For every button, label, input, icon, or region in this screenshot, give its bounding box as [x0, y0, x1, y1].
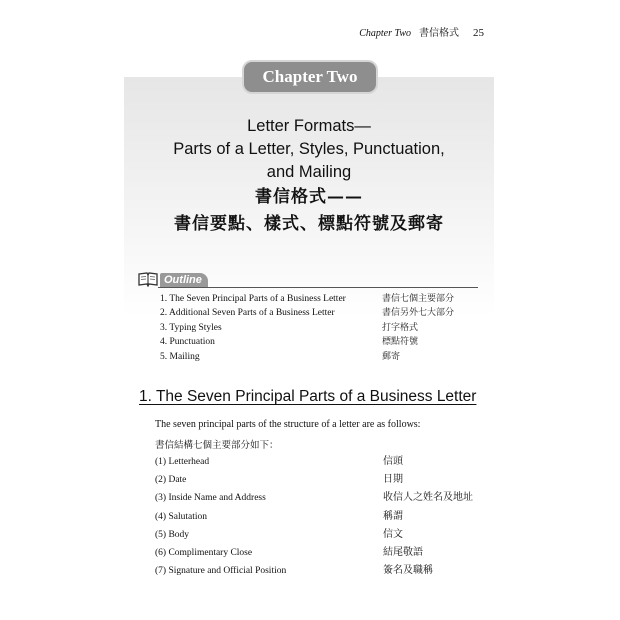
letter-part-en: (4) Salutation: [155, 511, 207, 522]
letter-part-en: (5) Body: [155, 529, 190, 540]
section-intro-en: The seven principal parts of the structure of a letter are as follows:: [155, 419, 421, 430]
title-en-line: Letter Formats—: [247, 117, 371, 135]
outline-list: [160, 292, 480, 364]
outline-item: [160, 321, 480, 335]
letter-part-en: (3) Inside Name and Address: [155, 493, 266, 504]
outline-header: [138, 272, 208, 287]
letter-part-row: [155, 526, 485, 544]
outline-item-zh: 標點符號: [382, 337, 419, 348]
letter-part-en: (6) Complimentary Close: [155, 547, 253, 558]
title-zh-line: 書信要點、樣式、標點符號及郵寄: [174, 214, 444, 234]
letter-parts-list: [155, 453, 485, 580]
letter-part-en: (2) Date: [155, 475, 187, 486]
running-head-chapter-zh: 書信格式: [419, 28, 459, 39]
outline-item-zh: 郵寄: [382, 351, 401, 362]
letter-part-en: (7) Signature and Official Position: [155, 566, 287, 577]
outline-item: [160, 306, 480, 320]
chapter-title-zh: [124, 184, 494, 238]
letter-part-row: [155, 544, 485, 562]
title-zh-line: 書信格式——: [255, 187, 363, 207]
letter-part-en: (1) Letterhead: [155, 457, 210, 467]
letter-part-zh: 結尾敬語: [383, 546, 423, 558]
outline-item-zh: 書信另外七大部分: [382, 308, 455, 319]
letter-part-zh: 日期: [383, 474, 403, 486]
letter-part-row: [155, 453, 485, 471]
outline-item-zh: 打字格式: [382, 322, 419, 333]
outline-item-en: 1. The Seven Principal Parts of a Business Letter: [160, 294, 346, 304]
outline-item-en: 5. Mailing: [160, 351, 200, 362]
letter-part-row: [155, 562, 485, 580]
section-intro-zh: 書信結構七個主要部分如下：: [155, 440, 279, 451]
outline-item: [160, 335, 480, 349]
outline-label: Outline: [160, 273, 208, 287]
title-en-line: and Mailing: [266, 163, 352, 181]
chapter-label: Chapter Two: [244, 62, 376, 92]
outline-item-en: 3. Typing Styles: [160, 322, 222, 333]
letter-part-row: [155, 471, 485, 489]
letter-part-zh: 信頭: [383, 456, 403, 467]
running-head: [359, 24, 484, 39]
open-book-icon: [138, 272, 158, 287]
letter-part-zh: 信文: [383, 528, 403, 540]
letter-part-zh: 稱謂: [383, 510, 403, 522]
outline-divider: [158, 287, 478, 288]
running-head-chapter: Chapter Two: [359, 28, 411, 39]
outline-item-en: 4. Punctuation: [160, 337, 215, 348]
letter-part-row: [155, 489, 485, 507]
outline-item: [160, 292, 480, 306]
chapter-title-en: [124, 115, 494, 184]
outline-item: [160, 350, 480, 364]
outline-item-zh: 書信七個主要部分: [382, 294, 455, 304]
letter-part-zh: 收信人之姓名及地址: [383, 492, 473, 504]
section-heading: 1. The Seven Principal Parts of a Business Letter: [139, 388, 477, 405]
page-number: 25: [473, 27, 484, 39]
title-en-line: Parts of a Letter, Styles, Punctuation,: [173, 140, 445, 158]
outline-item-en: 2. Additional Seven Parts of a Business Letter: [160, 308, 335, 319]
letter-part-zh: 簽名及職稱: [383, 565, 433, 577]
letter-part-row: [155, 508, 485, 526]
